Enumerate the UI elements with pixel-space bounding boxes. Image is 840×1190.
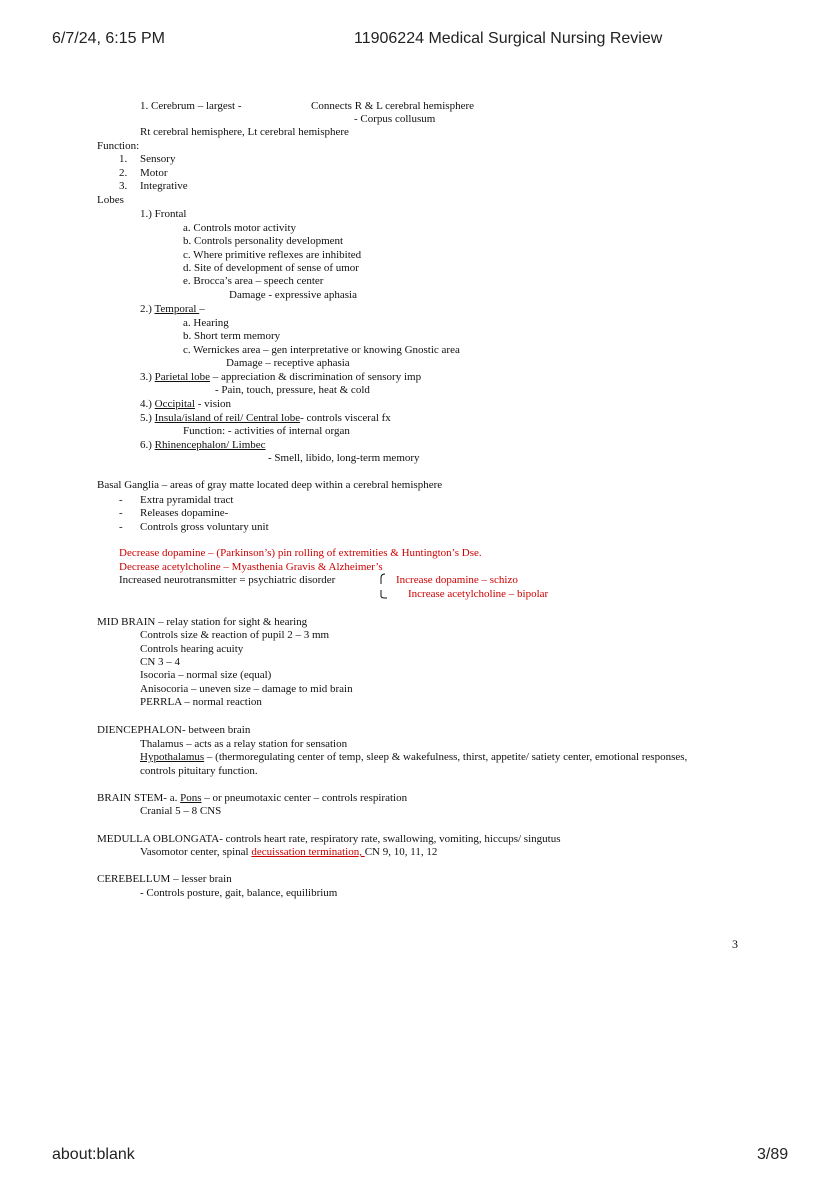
frontal-item: c. Where primitive reflexes are inhibited xyxy=(183,249,362,261)
midbrain-item: Isocoria – normal size (equal) xyxy=(140,669,272,681)
cerebrum-line: 1. Cerebrum – largest - xyxy=(140,100,242,112)
print-url: about:blank xyxy=(52,1146,135,1163)
frontal-item: d. Site of development of sense of umor xyxy=(183,262,359,274)
parietal-line: 3.) Parietal lobe – appreciation & discrimination of sensory imp xyxy=(140,371,422,383)
rhinencephalon-detail: - Smell, libido, long-term memory xyxy=(268,452,420,464)
thalamus-line: Thalamus – acts as a relay station for sensation xyxy=(140,738,348,750)
midbrain-item: Controls hearing acuity xyxy=(140,643,244,655)
midbrain-item: Controls size & reaction of pupil 2 – 3 mm xyxy=(140,629,330,641)
brainstem-line: BRAIN STEM- a. Pons – or pneumotaxic center – controls respiration xyxy=(97,792,408,804)
dopamine-note: Decrease dopamine – (Parkinson’s) pin rolling of extremities & Huntington’s Dse. xyxy=(119,547,482,559)
frontal-item: e. Brocca’s area – speech center xyxy=(183,275,324,287)
neurotransmitter-note: Increased neurotransmitter = psychiatric disorder xyxy=(119,574,336,586)
bullet-dash: - xyxy=(119,494,123,506)
temporal-title: 2.) Temporal – xyxy=(140,303,205,315)
function-heading: Function: xyxy=(97,140,140,152)
basal-item: Controls gross voluntary unit xyxy=(140,521,269,533)
frontal-item: a. Controls motor activity xyxy=(183,222,297,234)
function-item: Integrative xyxy=(140,180,188,192)
function-num: 3. xyxy=(119,180,128,192)
function-item: Sensory xyxy=(140,153,176,165)
function-num: 2. xyxy=(119,167,128,179)
cerebellum-heading: CEREBELLUM – lesser brain xyxy=(97,873,232,885)
insula-detail: Function: - activities of internal organ xyxy=(183,425,350,437)
schizo-note: Increase dopamine – schizo xyxy=(396,574,518,586)
function-item: Motor xyxy=(140,167,168,179)
rhinencephalon-line: 6.) Rhinencephalon/ Limbec xyxy=(140,439,266,451)
midbrain-item: Anisocoria – uneven size – damage to mid brain xyxy=(140,683,353,695)
frontal-title: 1.) Frontal xyxy=(140,208,187,220)
print-datetime: 6/7/24, 6:15 PM xyxy=(52,30,165,47)
parietal-detail: - Pain, touch, pressure, heat & cold xyxy=(215,384,370,396)
diencephalon-heading: DIENCEPHALON- between brain xyxy=(97,724,251,736)
basal-item: Releases dopamine- xyxy=(140,507,229,519)
hemispheres-line: Rt cerebral hemisphere, Lt cerebral hemisphere xyxy=(140,126,349,138)
temporal-item: c. Wernickes area – gen interpretative or knowing Gnostic area xyxy=(183,344,460,356)
connects-line: Connects R & L cerebral hemisphere xyxy=(311,100,475,112)
midbrain-heading: MID BRAIN – relay station for sight & hearing xyxy=(97,616,308,628)
hypothalamus-line: Hypothalamus – (thermoregulating center of temp, sleep & wakefulness, thirst, appetite/ satiety center, emotional responses, xyxy=(140,751,688,763)
medulla-line: Vasomotor center, spinal decuissation termination, CN 9, 10, 11, 12 xyxy=(140,846,438,858)
bullet-dash: - xyxy=(119,507,123,519)
medulla-heading: MEDULLA OBLONGATA- controls heart rate, respiratory rate, swallowing, vomiting, hiccups/ singutus xyxy=(97,833,561,845)
basal-ganglia-heading: Basal Ganglia – areas of gray matte located deep within a cerebral hemisphere xyxy=(97,479,443,491)
acetylcholine-note: Decrease acetylcholine – Myasthenia Gravis & Alzheimer’s xyxy=(119,561,383,573)
frontal-damage: Damage - expressive aphasia xyxy=(229,289,357,301)
frontal-item: b. Controls personality development xyxy=(183,235,344,247)
cerebellum-detail: - Controls posture, gait, balance, equilibrium xyxy=(140,887,338,899)
occipital-line: 4.) Occipital - vision xyxy=(140,398,232,410)
temporal-item: a. Hearing xyxy=(183,317,229,329)
bullet-dash: - xyxy=(119,521,123,533)
lobes-heading: Lobes xyxy=(97,194,124,206)
basal-item: Extra pyramidal tract xyxy=(140,494,234,506)
bracket-icon xyxy=(376,572,390,602)
midbrain-item: PERRLA – normal reaction xyxy=(140,696,262,708)
insula-line: 5.) Insula/island of reil/ Central lobe- controls visceral fx xyxy=(140,412,391,424)
temporal-item: b. Short term memory xyxy=(183,330,281,342)
print-title: 11906224 Medical Surgical Nursing Review xyxy=(354,30,663,47)
hypothalamus-cont: controls pituitary function. xyxy=(140,765,258,777)
midbrain-item: CN 3 – 4 xyxy=(140,656,181,668)
temporal-damage: Damage – receptive aphasia xyxy=(226,357,350,369)
cranial-line: Cranial 5 – 8 CNS xyxy=(140,805,222,817)
corpus-line: - Corpus collusum xyxy=(354,113,436,125)
print-page-count: 3/89 xyxy=(757,1146,789,1163)
bipolar-note: Increase acetylcholine – bipolar xyxy=(408,588,549,600)
page-number: 3 xyxy=(732,937,738,951)
function-num: 1. xyxy=(119,153,128,165)
